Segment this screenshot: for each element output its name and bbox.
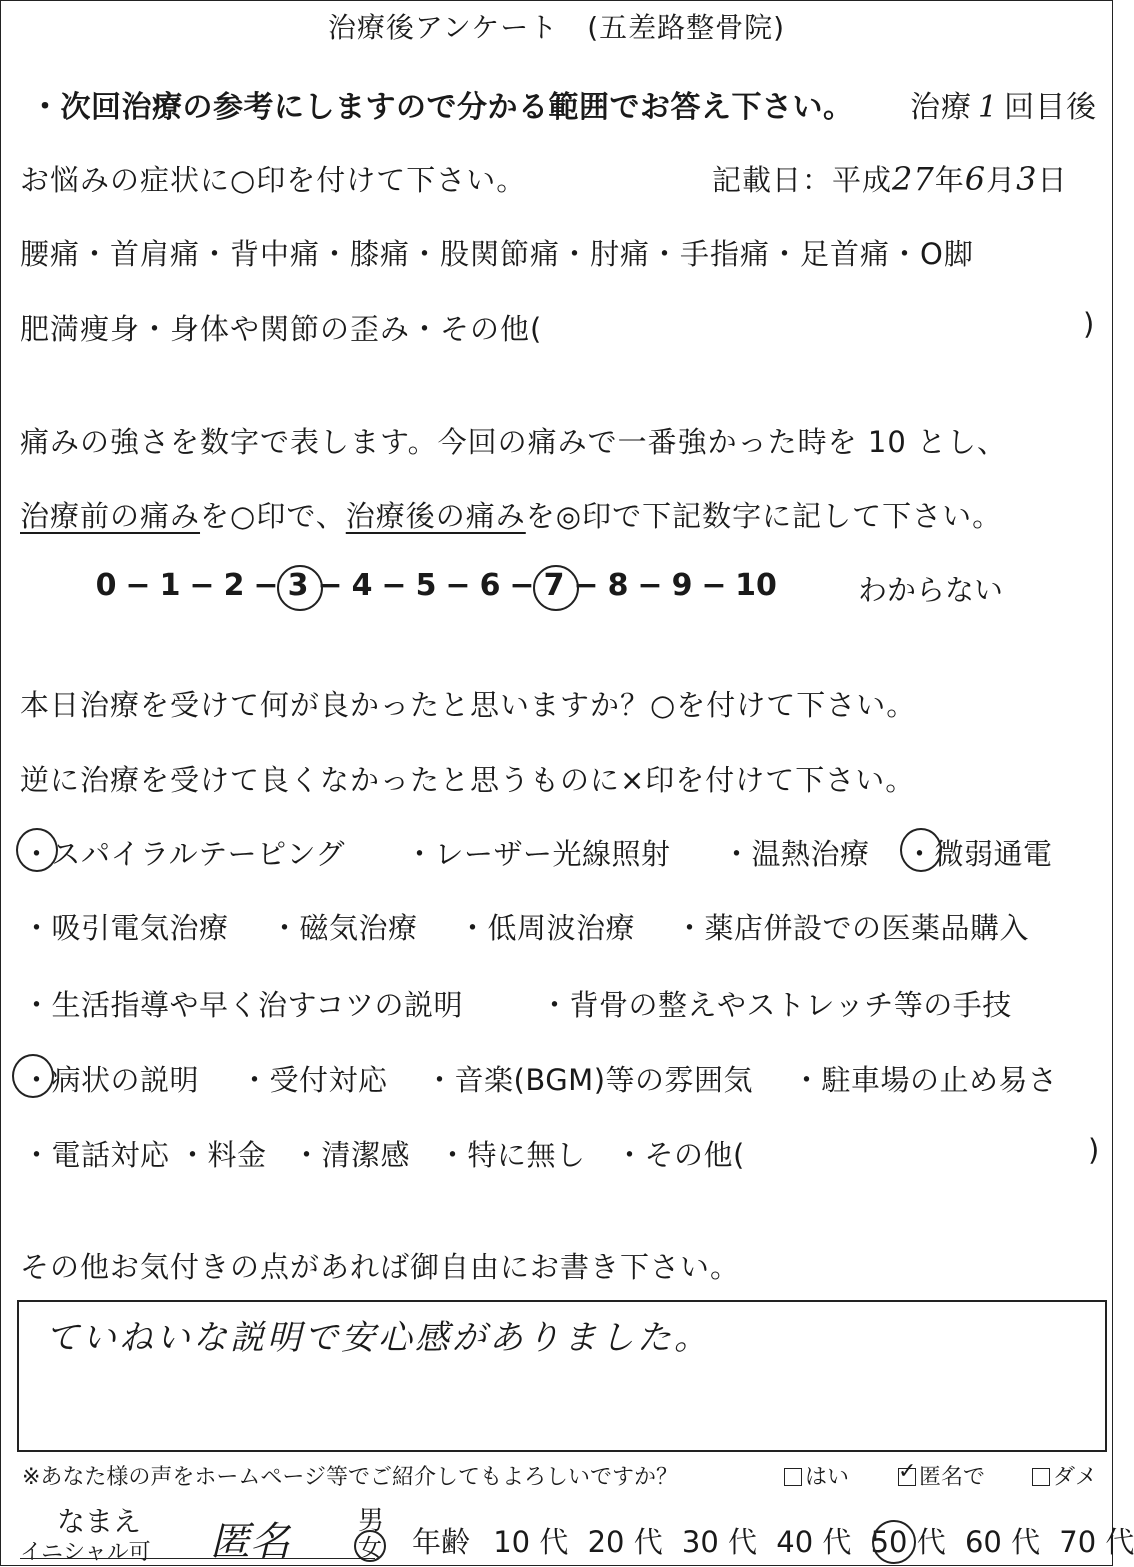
option-reception[interactable]: ・受付対応 [240,1063,388,1097]
pain-scale-dash: − [125,568,151,603]
date-month-unit: 月 [986,163,1017,197]
option-fee[interactable]: ・料金 [178,1138,267,1172]
age-option-50s[interactable]: 50 代 [870,1525,946,1559]
pain-scale-6[interactable]: 6 [479,568,501,603]
date-day[interactable]: 3 [1016,160,1038,198]
option-micro-current[interactable]: ・微弱通電 [905,837,1053,871]
pain-before-label: 治療前の痛み [20,499,201,533]
option-low-frequency[interactable]: ・低周波治療 [458,911,636,945]
initial-label: イニシャル可 [20,1540,151,1565]
option-spiral-taping[interactable]: ・スパイラルテーピング [22,837,346,871]
option-music-atmosphere[interactable]: ・音楽(BGM)等の雰囲気 [425,1063,754,1097]
pain-scale [90,568,782,603]
option-parking[interactable]: ・駐車場の止め易さ [792,1063,1058,1097]
comment-text: ていねいな説明で安心感がありました。 [45,1318,711,1358]
visit-count [910,82,1097,126]
selection-circle-mark [872,1520,916,1564]
checkbox-icon[interactable] [1032,1468,1050,1486]
date-year[interactable]: 27 [892,160,935,198]
visit-count-prefix: 治療 [910,90,972,125]
symptom-prompt: お悩みの症状に○印を付けて下さい。 [20,163,527,197]
gender-female[interactable]: 女 [358,1534,382,1562]
checkbox-icon[interactable] [784,1468,802,1486]
name-value[interactable]: 匿名 [210,1519,290,1565]
option-suction-electric[interactable]: ・吸引電気治療 [22,911,229,945]
selection-circle-mark [16,828,58,872]
comment-prompt: その他お気付きの点があれば御自由にお書き下さい。 [20,1250,741,1284]
bad-prompt: 逆に治療を受けて良くなかったと思うものに×印を付けて下さい。 [20,763,916,797]
checkbox-checked-icon[interactable] [898,1468,916,1486]
option-heat-therapy[interactable]: ・温熱治療 [722,837,870,871]
pain-after-label: 治療後の痛み [345,499,526,533]
date-month[interactable]: 6 [964,160,987,198]
pain-scale-dash: − [509,568,535,603]
option-spine-manual[interactable]: ・背骨の整えやストレッチ等の手技 [540,988,1012,1022]
consent-question: ※あなた様の声をホームページ等でご紹介してもよろしいですか？ [22,1465,678,1490]
age-option-20s[interactable]: 20 代 [587,1525,663,1559]
symptom-options-line1[interactable]: 腰痛・首肩痛・背中痛・膝痛・股関節痛・肘痛・手指痛・足首痛・O脚 [20,237,974,271]
pain-scale-dash: − [189,568,215,603]
pain-instruction-end: を◎印で下記数字に記して下さい。 [525,499,1003,533]
option-condition-explanation[interactable]: ・病状の説明 [22,1063,200,1097]
pain-scale-3[interactable]: 3 [282,568,314,603]
pain-scale-5[interactable]: 5 [415,568,437,603]
page-title: 治療後アンケート (五差路整骨院) [327,11,786,44]
pain-scale-dash: − [317,568,343,603]
pain-scale-dash: − [637,568,663,603]
gender-male[interactable]: 男 [358,1506,385,1536]
option-magnetic[interactable]: ・磁気治療 [270,911,418,945]
intro-instruction: ・次回治療の参考にしますので分かる範囲でお答え下さい。 [30,90,854,125]
date-label: 記載日：平成 [712,163,893,197]
consent-option-yes[interactable] [784,1460,849,1491]
pain-scale-0[interactable]: 0 [95,568,117,603]
age-option-30s[interactable]: 30 代 [681,1525,758,1559]
option-nothing[interactable]: ・特に無し [438,1138,586,1172]
name-label: なまえ [57,1505,142,1538]
pain-scale-1[interactable]: 1 [159,568,181,603]
selection-circle-mark [12,1054,54,1098]
pain-unknown-option[interactable]: わからない [858,573,1004,607]
consent-option-yes-label: はい [805,1465,850,1490]
option-cleanliness[interactable]: ・清潔感 [292,1138,411,1172]
good-prompt: 本日治療を受けて何が良かったと思いますか？○を付けて下さい。 [20,688,917,722]
name-underline [20,1558,375,1559]
pain-scale-10[interactable]: 10 [735,568,777,603]
consent-option-no[interactable] [1032,1460,1097,1491]
pain-scale-4[interactable]: 4 [351,568,373,603]
pain-scale-dash: − [381,568,407,603]
option-laser[interactable]: ・レーザー光線照射 [405,837,671,871]
age-option-60s[interactable]: 60 代 [964,1525,1041,1559]
pain-scale-dash: − [445,568,471,603]
visit-count-value[interactable]: 1 [978,90,999,125]
pain-scale-dash: − [701,568,727,603]
date-year-unit: 年 [934,163,965,197]
pain-scale-dash: − [573,568,599,603]
date-day-unit: 日 [1037,163,1068,197]
selection-circle-mark [354,1530,386,1562]
pain-instruction-1: 痛みの強さを数字で表します。今回の痛みで一番強かった時を 10 とし、 [20,425,1008,459]
age-option-10s[interactable]: 10 代 [493,1525,569,1559]
option-other[interactable]: ・その他( [615,1138,745,1172]
consent-option-anonymous-label: 匿名で [919,1465,986,1490]
pain-instruction-mid: を○印で、 [200,499,346,533]
age-option-40s[interactable]: 40 代 [776,1525,852,1559]
age-option-70s[interactable]: 70 代 [1059,1525,1134,1559]
consent-option-no-label: ダメ [1053,1465,1098,1490]
date-field [712,158,1068,199]
symptom-options-line2[interactable]: 肥満痩身・身体や関節の歪み・その他( [20,312,543,346]
selection-circle-mark [900,828,942,872]
symptom-other-close: ) [1083,307,1096,341]
pain-scale-dash: − [253,568,279,603]
pain-scale-8[interactable]: 8 [607,568,629,603]
option-phone[interactable]: ・電話対応 [22,1138,170,1172]
pain-scale-9[interactable]: 9 [671,568,693,603]
option-other-close: ) [1088,1133,1100,1167]
option-pharmacy[interactable]: ・薬店併設での医薬品購入 [675,911,1030,945]
age-label: 年齢 [412,1525,471,1559]
pain-instruction-2 [20,494,1002,535]
option-lifestyle-guidance[interactable]: ・生活指導や早く治すコツの説明 [22,988,464,1022]
consent-option-anonymous[interactable] [898,1460,985,1491]
age-row [412,1520,1134,1561]
visit-count-suffix: 回目後 [1004,90,1098,125]
pain-scale-7[interactable]: 7 [538,568,570,603]
pain-scale-2[interactable]: 2 [223,568,245,603]
